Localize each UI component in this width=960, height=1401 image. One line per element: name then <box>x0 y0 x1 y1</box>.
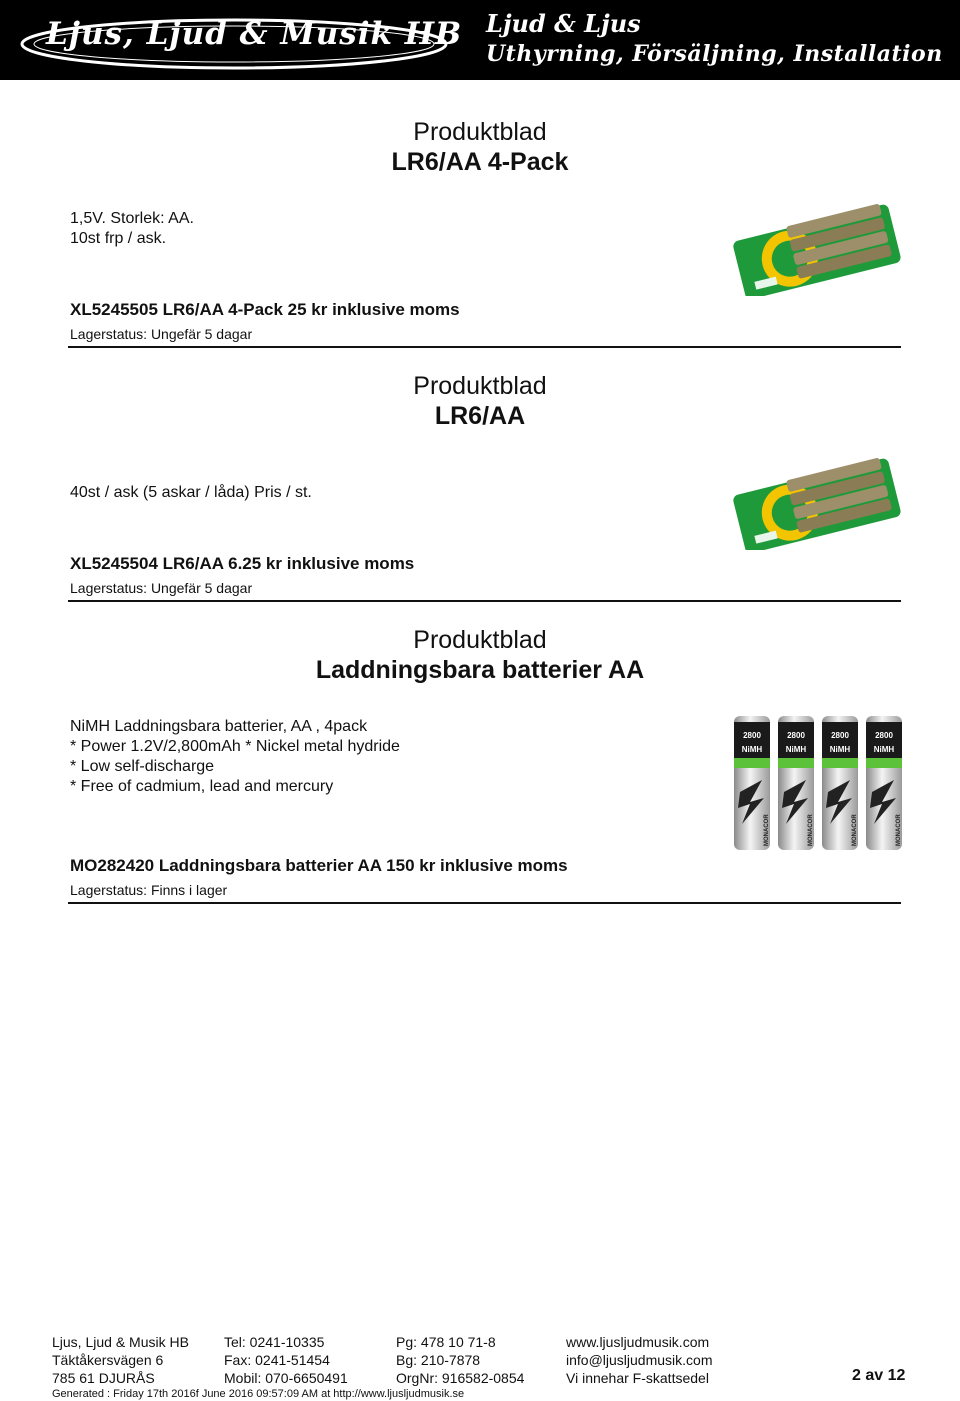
footer-email-link[interactable]: info@ljusljudmusik.com <box>566 1352 713 1368</box>
page-number: 2 av 12 <box>852 1367 906 1384</box>
gp-aa-4pack-image <box>728 454 904 550</box>
product-3-label: Produktblad <box>413 626 547 654</box>
product-3-desc-line: * Free of cadmium, lead and mercury <box>70 778 334 795</box>
battery-cell <box>734 716 770 850</box>
gp-aa-4pack-image <box>728 200 904 296</box>
svg-text:2800: 2800 <box>875 731 893 740</box>
monacor-nimh-aa-image <box>728 712 904 852</box>
product-3-desc-line: * Low self-discharge <box>70 758 215 775</box>
product-2-label: Produktblad <box>413 372 547 400</box>
footer-plusgiro: Pg: 478 10 71-8 <box>396 1334 496 1350</box>
svg-text:2800: 2800 <box>787 731 805 740</box>
footer-tax-note: Vi innehar F-skattsedel <box>566 1370 709 1386</box>
svg-text:2800: 2800 <box>743 731 761 740</box>
section-divider <box>68 346 901 348</box>
footer-website-link[interactable]: www.ljusljudmusik.com <box>566 1334 710 1350</box>
product-2-sku-price: XL5245504 LR6/AA 6.25 kr inklusive moms <box>70 554 415 573</box>
svg-text:NiMH: NiMH <box>829 745 851 754</box>
generated-stamp: Generated : Friday 17th 2016f June 2016 09:57:09 AM at http://www.ljusljudmusik.se <box>52 1388 465 1400</box>
svg-text:NiMH: NiMH <box>785 745 807 754</box>
svg-text:MONACOR: MONACOR <box>808 814 814 846</box>
footer-postal: 785 61 DJURÅS <box>52 1370 155 1386</box>
product-1-sku-price: XL5245505 LR6/AA 4-Pack 25 kr inklusive moms <box>70 300 460 319</box>
product-3-desc-line: * Power 1.2V/2,800mAh * Nickel metal hydride <box>70 738 400 755</box>
svg-text:MONACOR: MONACOR <box>764 814 770 846</box>
product-1-title: LR6/AA 4-Pack <box>391 148 569 176</box>
banner-tagline-1: Ljud & Ljus <box>486 9 641 38</box>
footer-bankgiro: Bg: 210-7878 <box>396 1352 481 1368</box>
product-2-stock-status: Lagerstatus: Ungefär 5 dagar <box>70 580 253 596</box>
svg-text:NiMH: NiMH <box>873 745 895 754</box>
svg-text:MONACOR: MONACOR <box>852 814 858 846</box>
product-2-desc-line: 40st / ask (5 askar / låda) Pris / st. <box>70 484 312 501</box>
section-divider <box>68 902 901 904</box>
product-2-title: LR6/AA <box>434 402 526 430</box>
battery-cell <box>866 716 902 850</box>
product-3-sku-price: MO282420 Laddningsbara batterier AA 150 kr inklusive moms <box>70 856 568 875</box>
product-1-desc-line: 10st frp / ask. <box>70 230 167 247</box>
header-banner <box>0 0 960 80</box>
footer-mobile: Mobil: 070-6650491 <box>224 1370 348 1386</box>
product-1-desc-line: 1,5V. Storlek: AA. <box>70 210 194 227</box>
product-3-stock-status: Lagerstatus: Finns i lager <box>70 882 228 898</box>
battery-cell <box>778 716 814 850</box>
section-divider <box>68 600 901 602</box>
product-1-stock-status: Lagerstatus: Ungefär 5 dagar <box>70 326 253 342</box>
product-3-desc-line: NiMH Laddningsbara batterier, AA , 4pack <box>70 718 368 735</box>
footer-orgnr: OrgNr: 916582-0854 <box>396 1370 525 1386</box>
svg-text:MONACOR: MONACOR <box>896 814 902 846</box>
footer-address: Täktåkersvägen 6 <box>52 1352 164 1368</box>
footer-fax: Fax: 0241-51454 <box>224 1352 330 1368</box>
svg-text:2800: 2800 <box>831 731 849 740</box>
product-3-title: Laddningsbara batterier AA <box>315 656 645 684</box>
battery-cell <box>822 716 858 850</box>
banner-tagline-2: Uthyrning, Försäljning, Installation <box>486 41 943 67</box>
svg-text:NiMH: NiMH <box>741 745 763 754</box>
company-logo-text: Ljus, Ljud & Musik HB <box>46 16 463 52</box>
footer-phone: Tel: 0241-10335 <box>224 1334 325 1350</box>
product-1-label: Produktblad <box>413 118 547 146</box>
footer-company-name: Ljus, Ljud & Musik HB <box>52 1334 189 1350</box>
